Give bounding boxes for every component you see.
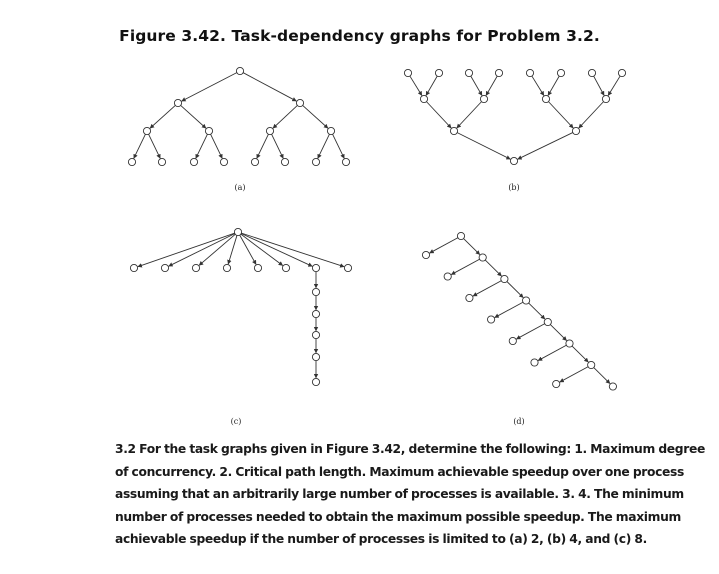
graph-c-node bbox=[282, 264, 289, 271]
graph-b-edge bbox=[457, 133, 510, 160]
graph-b-node bbox=[435, 69, 442, 76]
graph-c-node bbox=[130, 264, 137, 271]
graph-b bbox=[404, 69, 625, 164]
graph-c-node bbox=[312, 353, 319, 360]
graph-a-edge bbox=[318, 134, 330, 158]
graph-d-edge bbox=[507, 282, 523, 298]
graph-b-node bbox=[602, 95, 609, 102]
graph-c bbox=[130, 228, 351, 385]
graph-d-edge bbox=[516, 324, 544, 339]
graph-a-edge bbox=[181, 105, 206, 128]
graph-a-edge bbox=[257, 134, 269, 158]
graph-d-edge bbox=[485, 260, 501, 276]
graph-b-edge bbox=[410, 76, 422, 95]
graph-a-node bbox=[174, 99, 181, 106]
graph-b-node bbox=[618, 69, 625, 76]
graph-d-node bbox=[488, 316, 495, 323]
graph-c-node bbox=[344, 264, 351, 271]
graph-b-edge bbox=[457, 102, 482, 128]
graph-b-node bbox=[420, 95, 427, 102]
graph-d-node bbox=[444, 273, 451, 280]
graph-b-node bbox=[404, 69, 411, 76]
graph-d-node bbox=[531, 359, 538, 366]
graph-a-node bbox=[281, 158, 288, 165]
graph-a-node bbox=[251, 158, 258, 165]
graph-b-node bbox=[510, 157, 517, 164]
graph-c-node bbox=[161, 264, 168, 271]
graph-d-edge bbox=[538, 345, 566, 360]
graph-a-edge bbox=[149, 134, 161, 158]
graph-a-node bbox=[190, 158, 197, 165]
graph-b-edge bbox=[548, 102, 573, 128]
graph-d-node bbox=[422, 251, 429, 258]
graph-a-edge bbox=[273, 105, 297, 128]
graph-b-label: (b) bbox=[508, 183, 520, 192]
graph-d-edge bbox=[464, 239, 480, 255]
graph-b-node bbox=[557, 69, 564, 76]
graph-a-edge bbox=[150, 105, 175, 128]
graph-a-node bbox=[312, 158, 319, 165]
graph-a-label: (a) bbox=[234, 183, 246, 192]
graph-b-node bbox=[465, 69, 472, 76]
graph-b-edge bbox=[594, 76, 604, 95]
graph-c-node bbox=[312, 288, 319, 295]
graph-d-node bbox=[457, 232, 464, 239]
graph-a-node bbox=[327, 127, 334, 134]
graph-c-node bbox=[254, 264, 261, 271]
graph-a-edge bbox=[272, 134, 284, 158]
graph-b-node bbox=[495, 69, 502, 76]
graph-b-edge bbox=[426, 76, 437, 95]
graph-a-node bbox=[296, 99, 303, 106]
graph-a-node bbox=[236, 67, 243, 74]
graph-c-node bbox=[312, 264, 319, 271]
graph-c-node bbox=[312, 310, 319, 317]
graph-a-node bbox=[205, 127, 212, 134]
graph-b-node bbox=[572, 127, 579, 134]
graph-b-edge bbox=[548, 76, 559, 95]
graph-b-edge bbox=[579, 102, 604, 128]
graph-d-node bbox=[501, 275, 508, 282]
graph-d-edge bbox=[473, 281, 501, 296]
graph-d-edge bbox=[572, 346, 588, 362]
graph-d-node bbox=[544, 318, 551, 325]
graph-c-node bbox=[312, 378, 319, 385]
graph-c-edge bbox=[169, 234, 235, 267]
graph-d-node bbox=[609, 383, 616, 390]
graph-d-edge bbox=[529, 303, 545, 319]
graph-b-edge bbox=[471, 76, 482, 95]
graph-c-node bbox=[223, 264, 230, 271]
graph-c-edge bbox=[138, 233, 235, 266]
graph-a-edge bbox=[134, 134, 146, 158]
graph-d-node bbox=[588, 361, 595, 368]
graph-c-node bbox=[234, 228, 241, 235]
graph-b-node bbox=[450, 127, 457, 134]
graph-a-node bbox=[220, 158, 227, 165]
graph-c-node bbox=[192, 264, 199, 271]
graph-d-node bbox=[523, 297, 530, 304]
graph-b-node bbox=[588, 69, 595, 76]
graph-a-node bbox=[158, 158, 165, 165]
graph-a-edge bbox=[243, 73, 296, 101]
graph-a-edge bbox=[182, 73, 237, 101]
graph-a-edge bbox=[303, 105, 328, 128]
graph-d-label: (d) bbox=[513, 417, 525, 426]
graph-c-edge bbox=[241, 233, 344, 267]
graph-a-node bbox=[143, 127, 150, 134]
graph-b-node bbox=[526, 69, 533, 76]
graph-a-node bbox=[128, 158, 135, 165]
graph-d-edge bbox=[495, 302, 523, 317]
graph-b-edge bbox=[608, 76, 620, 95]
graph-d-edge bbox=[430, 238, 458, 253]
graph-a-edge bbox=[196, 134, 208, 158]
graph-a-edge bbox=[211, 134, 223, 158]
graph-b-edge bbox=[486, 76, 497, 95]
graph-d-edge bbox=[594, 368, 610, 384]
problem-statement: 3.2 For the task graphs given in Figure 3.42, determine the following: 1. Maximum degree of concurrency. 2. Critical path length. Maximum achievable speedup over one process assuming that an arbitrarily large number of processes is available. 3. 4. The minimum number of processes needed to obtain the maximum possible speedup. The maximum achievable speedup if the number of processes is limited to (a) 2, (b) 4, and (c) 8. bbox=[115, 442, 705, 546]
graph-b-edge bbox=[426, 102, 451, 128]
graph-d-edge bbox=[550, 325, 566, 341]
graph-c-label: (c) bbox=[230, 417, 242, 426]
graph-d-node bbox=[466, 294, 473, 301]
graph-d-node bbox=[553, 380, 560, 387]
graph-d-edge bbox=[560, 367, 588, 382]
graph-b-edge bbox=[518, 133, 573, 160]
graph-d-node bbox=[509, 337, 516, 344]
graph-d-node bbox=[479, 254, 486, 261]
graph-a bbox=[128, 67, 349, 165]
graph-c-node bbox=[312, 331, 319, 338]
figure-title: Figure 3.42. Task-dependency graphs for Problem 3.2. bbox=[119, 27, 600, 45]
graph-d-node bbox=[566, 340, 573, 347]
graph-b-node bbox=[542, 95, 549, 102]
graph-a-edge bbox=[333, 134, 345, 158]
graph-a-node bbox=[342, 158, 349, 165]
graph-a-node bbox=[266, 127, 273, 134]
graph-b-node bbox=[480, 95, 487, 102]
graph-d-edge bbox=[451, 259, 479, 274]
graph-b-edge bbox=[532, 76, 544, 95]
graph-d bbox=[422, 232, 616, 390]
